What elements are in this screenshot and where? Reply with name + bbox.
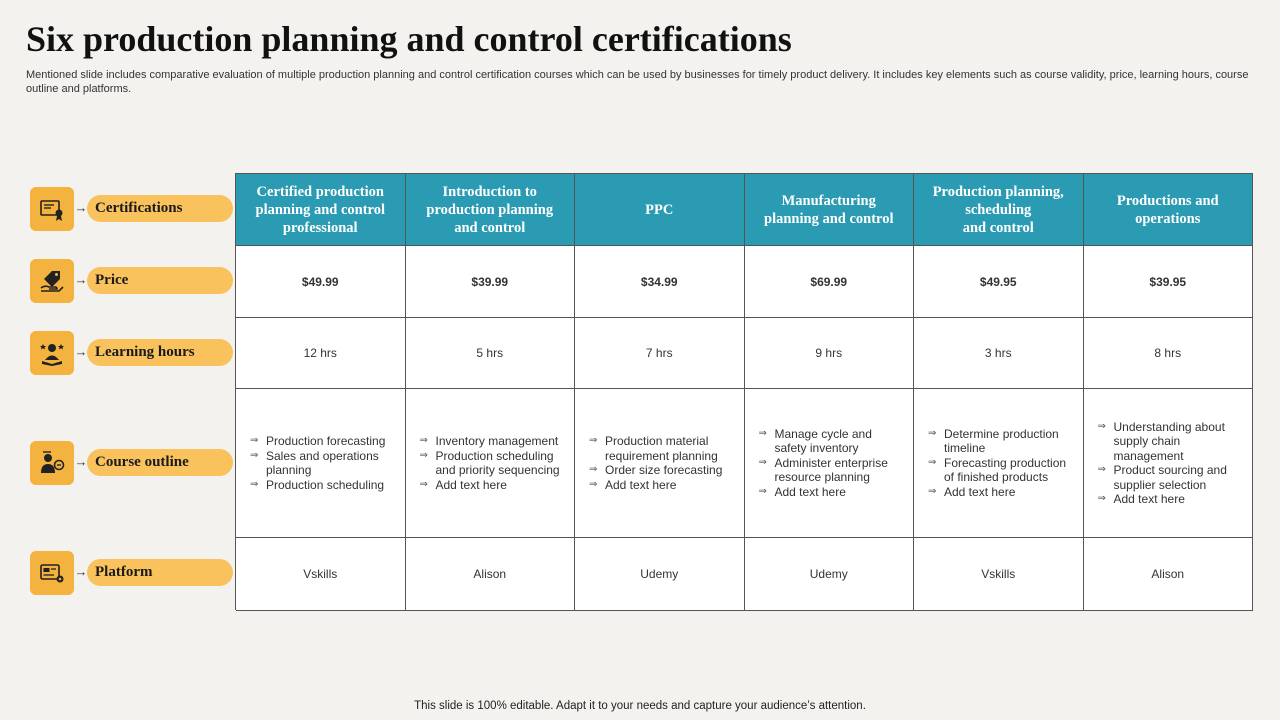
outline-item: ⇒ Administer enterprise resource planning	[757, 456, 906, 485]
arrow-right-icon: →	[74, 344, 88, 359]
column-header: Certified production planning and control professional	[236, 174, 406, 246]
row-label-text: Platform	[87, 559, 233, 586]
outline-item: ⇒ Forecasting production of finished products	[926, 456, 1075, 485]
column-header: PPC	[575, 174, 745, 246]
platform-cell: Alison	[406, 538, 576, 611]
platform-cell: Vskills	[236, 538, 406, 611]
row-label-text: Certifications	[87, 195, 233, 222]
column-header: Production planning, scheduling and control	[914, 174, 1084, 246]
page-title: Six production planning and control certifications	[26, 19, 792, 59]
outline-item: ⇒ Add text here	[757, 485, 906, 500]
row-label-text: Course outline	[87, 449, 233, 476]
arrow-right-icon: →	[74, 272, 88, 287]
column-header: Manufacturing planning and control	[745, 174, 915, 246]
outline-cell	[914, 389, 1084, 538]
hours-cell: 12 hrs	[236, 318, 406, 389]
column-header: Introduction to production planning and control	[406, 174, 576, 246]
outline-item: ⇒ Production material requirement planning	[587, 434, 736, 463]
outline-item: ⇒ Inventory management	[418, 434, 567, 449]
column-header: Productions and operations	[1084, 174, 1254, 246]
row-label-price	[30, 259, 235, 303]
arrow-right-icon: →	[74, 564, 88, 579]
page-subtitle: Mentioned slide includes comparative evaluation of multiple production planning and control certification courses which can be used by businesses for timely product delivery. It includes key elements such as course validity, price, learning hours, course outline and platforms.	[26, 69, 1249, 95]
price-hand-icon	[30, 259, 74, 303]
footer-note: This slide is 100% editable. Adapt it to your needs and capture your audience’s attention.	[414, 700, 866, 712]
outline-item: ⇒ Production scheduling and priority sequencing	[418, 449, 567, 478]
platform-cell: Alison	[1084, 538, 1254, 611]
row-label-text: Learning hours	[87, 339, 233, 366]
outline-item: ⇒ Product sourcing and supplier selection	[1096, 463, 1245, 492]
hours-cell: 9 hrs	[745, 318, 915, 389]
hours-cell: 7 hrs	[575, 318, 745, 389]
outline-item: ⇒ Determine production timeline	[926, 427, 1075, 456]
outline-item: ⇒ Add text here	[587, 478, 736, 493]
hours-cell: 3 hrs	[914, 318, 1084, 389]
row-label-learning-hours	[30, 331, 235, 375]
row-label-course-outline	[30, 441, 235, 485]
outline-list	[926, 427, 1075, 500]
price-cell: $69.99	[745, 246, 915, 318]
outline-cell	[575, 389, 745, 538]
outline-item: ⇒ Order size forecasting	[587, 463, 736, 478]
arrow-right-icon: →	[74, 454, 88, 469]
platform-card-icon	[30, 551, 74, 595]
outline-list	[587, 434, 736, 492]
certificate-icon	[30, 187, 74, 231]
outline-item: ⇒ Manage cycle and safety inventory	[757, 427, 906, 456]
outline-cell	[406, 389, 576, 538]
price-cell: $39.95	[1084, 246, 1254, 318]
outline-list	[418, 434, 567, 492]
price-cell: $34.99	[575, 246, 745, 318]
outline-item: ⇒ Production scheduling	[248, 478, 397, 493]
outline-item: ⇒ Sales and operations planning	[248, 449, 397, 478]
outline-item: ⇒ Add text here	[926, 485, 1075, 500]
arrow-right-icon: →	[74, 200, 88, 215]
outline-person-icon	[30, 441, 74, 485]
platform-cell: Vskills	[914, 538, 1084, 611]
price-cell: $49.99	[236, 246, 406, 318]
price-cell: $49.95	[914, 246, 1084, 318]
price-cell: $39.99	[406, 246, 576, 318]
outline-cell	[1084, 389, 1254, 538]
hours-cell: 5 hrs	[406, 318, 576, 389]
platform-cell: Udemy	[575, 538, 745, 611]
outline-item: ⇒ Production forecasting	[248, 434, 397, 449]
row-label-certifications	[30, 187, 235, 231]
outline-list	[1096, 420, 1245, 507]
row-label-platform	[30, 551, 235, 595]
outline-list	[248, 434, 397, 492]
hours-cell: 8 hrs	[1084, 318, 1254, 389]
learning-icon	[30, 331, 74, 375]
outline-item: ⇒ Add text here	[418, 478, 567, 493]
outline-item: ⇒ Understanding about supply chain management	[1096, 420, 1245, 464]
outline-cell	[236, 389, 406, 538]
platform-cell: Udemy	[745, 538, 915, 611]
outline-cell	[745, 389, 915, 538]
comparison-table	[235, 173, 1253, 610]
outline-item: ⇒ Add text here	[1096, 492, 1245, 507]
row-label-text: Price	[87, 267, 233, 294]
outline-list	[757, 427, 906, 500]
